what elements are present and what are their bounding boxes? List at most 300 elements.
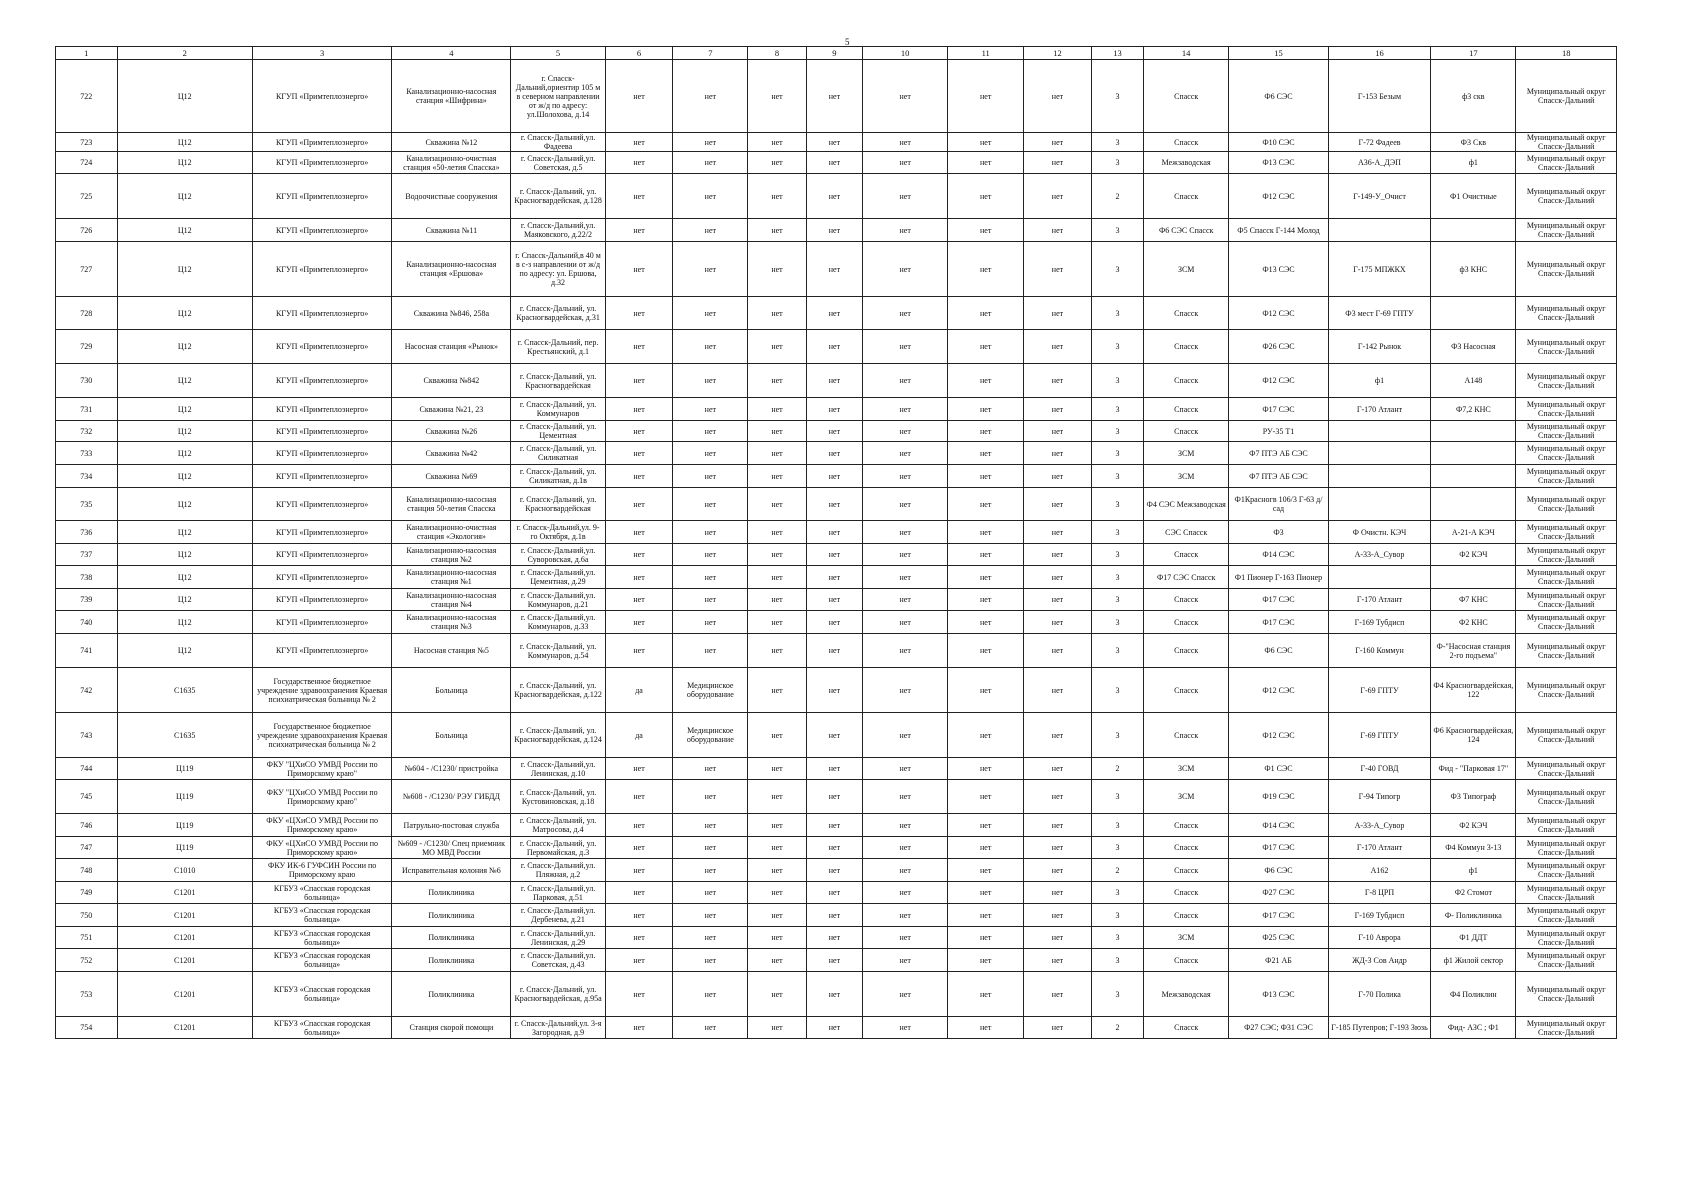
table-cell: нет: [863, 713, 948, 758]
table-cell: нет: [748, 152, 806, 174]
table-cell: нет: [673, 152, 748, 174]
table-cell: Ф-"Насосная станция 2-го подъема": [1431, 634, 1516, 668]
table-cell: нет: [748, 566, 806, 589]
table-cell: Ф14 СЭС: [1229, 814, 1328, 837]
table-cell: Ф7 КНС: [1431, 589, 1516, 611]
table-cell: нет: [605, 364, 673, 398]
table-cell: Скважина №69: [392, 465, 511, 488]
table-cell: нет: [948, 242, 1024, 297]
table-cell: нет: [748, 297, 806, 330]
table-cell: Г-142 Рынок: [1328, 330, 1431, 364]
table-cell: нет: [948, 882, 1024, 904]
table-cell: 3: [1091, 949, 1143, 972]
table-cell: нет: [605, 421, 673, 442]
table-cell: Ф3 Типограф: [1431, 780, 1516, 814]
table-cell: г. Спасск-Дальний, ул. Красногвардейская, д.95а: [511, 972, 605, 1017]
table-cell: нет: [863, 544, 948, 566]
table-cell: 3: [1091, 544, 1143, 566]
table-cell: КГУП «Примтеплоэнерго»: [252, 297, 391, 330]
table-cell: нет: [1024, 1017, 1092, 1039]
table-cell: г. Спасск-Дальний,ул. Цементная, д.29: [511, 566, 605, 589]
table-cell: Насосная станция «Рынок»: [392, 330, 511, 364]
table-cell: Скважина №11: [392, 219, 511, 242]
table-cell: нет: [605, 174, 673, 219]
table-cell: нет: [605, 133, 673, 152]
table-cell: Станция скорой помощи: [392, 1017, 511, 1039]
table-cell: нет: [863, 611, 948, 634]
table-row: [56, 1017, 1617, 1039]
table-cell: КГУП «Примтеплоэнерго»: [252, 398, 391, 421]
table-cell: нет: [948, 544, 1024, 566]
table-cell: Канализационно-насосная станция №2: [392, 544, 511, 566]
table-cell: г. Спасск-Дальний,ул. Ленинская, д.29: [511, 927, 605, 949]
header-cell: 8: [748, 47, 806, 60]
table-row: [56, 60, 1617, 133]
table-cell: Ц12: [117, 442, 252, 465]
table-cell: 3: [1091, 521, 1143, 544]
table-cell: ФКУ «ЦХиСО УМВД России по Приморскому краю»: [252, 837, 391, 859]
table-cell: 728: [56, 297, 118, 330]
table-cell: Ф25 СЭС: [1229, 927, 1328, 949]
table-cell: 734: [56, 465, 118, 488]
table-cell: Г-69 ГПТУ: [1328, 668, 1431, 713]
table-row: [56, 859, 1617, 882]
table-cell: нет: [806, 242, 862, 297]
table-cell: КГУП «Примтеплоэнерго»: [252, 488, 391, 521]
table-cell: нет: [806, 521, 862, 544]
table-cell: Ф1 СЭС: [1229, 758, 1328, 780]
table-cell: нет: [863, 330, 948, 364]
table-cell: Ф17 СЭС: [1229, 837, 1328, 859]
table-cell: нет: [748, 1017, 806, 1039]
table-cell: нет: [948, 904, 1024, 927]
table-cell: Муниципальный округ Спасск-Дальний: [1516, 589, 1617, 611]
table-cell: нет: [863, 904, 948, 927]
table-cell: Фид- АЗС ; Ф1: [1431, 1017, 1516, 1039]
table-cell: Муниципальный округ Спасск-Дальний: [1516, 421, 1617, 442]
table-cell: 3: [1091, 972, 1143, 1017]
table-cell: нет: [673, 133, 748, 152]
table-cell: нет: [863, 442, 948, 465]
table-row: [56, 758, 1617, 780]
table-cell: Спасск: [1144, 859, 1229, 882]
table-cell: нет: [605, 152, 673, 174]
header-cell: 11: [948, 47, 1024, 60]
table-cell: нет: [863, 668, 948, 713]
table-cell: нет: [748, 589, 806, 611]
table-cell: г. Спасск-Дальний,ул. Фадеева: [511, 133, 605, 152]
table-cell: Ф3 мест Г-69 ГПТУ: [1328, 297, 1431, 330]
table-cell: нет: [863, 421, 948, 442]
table-cell: нет: [748, 882, 806, 904]
table-cell: КГУП «Примтеплоэнерго»: [252, 174, 391, 219]
table-cell: Муниципальный округ Спасск-Дальний: [1516, 904, 1617, 927]
table-cell: нет: [863, 364, 948, 398]
table-cell: нет: [806, 398, 862, 421]
table-cell: г. Спасск-Дальний, ул. Цементная: [511, 421, 605, 442]
table-cell: нет: [748, 60, 806, 133]
table-cell: Ф17 СЭС: [1229, 398, 1328, 421]
table-row: [56, 904, 1617, 927]
table-cell: Муниципальный округ Спасск-Дальний: [1516, 972, 1617, 1017]
table-cell: нет: [948, 927, 1024, 949]
table-cell: нет: [1024, 927, 1092, 949]
table-cell: [1328, 465, 1431, 488]
table-cell: Канализационно-очистная станция «Экология»: [392, 521, 511, 544]
table-cell: Поликлиника: [392, 949, 511, 972]
table-cell: г. Спасск-Дальний,ул. 9-го Октября, д.1в: [511, 521, 605, 544]
table-cell: нет: [948, 589, 1024, 611]
table-cell: нет: [748, 330, 806, 364]
table-cell: Спасск: [1144, 544, 1229, 566]
table-cell: Ц12: [117, 611, 252, 634]
table-cell: Муниципальный округ Спасск-Дальний: [1516, 949, 1617, 972]
table-cell: Г-8 ЦРП: [1328, 882, 1431, 904]
table-cell: Муниципальный округ Спасск-Дальний: [1516, 837, 1617, 859]
table-cell: Муниципальный округ Спасск-Дальний: [1516, 60, 1617, 133]
table-cell: 748: [56, 859, 118, 882]
table-cell: КГУП «Примтеплоэнерго»: [252, 364, 391, 398]
table-cell: ЗСМ: [1144, 927, 1229, 949]
table-cell: нет: [1024, 566, 1092, 589]
table-cell: Спасск: [1144, 814, 1229, 837]
table-cell: нет: [748, 713, 806, 758]
table-cell: Патрульно-постовая служба: [392, 814, 511, 837]
table-cell: нет: [1024, 949, 1092, 972]
table-cell: нет: [863, 882, 948, 904]
table-cell: Муниципальный округ Спасск-Дальний: [1516, 133, 1617, 152]
table-cell: нет: [605, 297, 673, 330]
table-row: [56, 972, 1617, 1017]
table-cell: нет: [605, 972, 673, 1017]
table-cell: Ф2 КНС: [1431, 611, 1516, 634]
table-cell: №608 - /С1230/ РЭУ ГИБДД: [392, 780, 511, 814]
table-cell: нет: [1024, 174, 1092, 219]
table-cell: нет: [673, 566, 748, 589]
table-cell: г. Спасск-Дальний, ул. Красногвардейская, д.124: [511, 713, 605, 758]
table-cell: нет: [748, 488, 806, 521]
table-cell: нет: [673, 242, 748, 297]
table-cell: нет: [748, 544, 806, 566]
table-cell: Ф5 Спасск Г-144 Молод: [1229, 219, 1328, 242]
table-cell: Ц12: [117, 242, 252, 297]
table-cell: 735: [56, 488, 118, 521]
table-cell: 732: [56, 421, 118, 442]
table-cell: нет: [1024, 133, 1092, 152]
table-cell: г. Спасск-Дальний, ул. Красногвардейская, д.31: [511, 297, 605, 330]
table-cell: Ф27 СЭС: [1229, 882, 1328, 904]
table-row: [56, 634, 1617, 668]
table-cell: Муниципальный округ Спасск-Дальний: [1516, 713, 1617, 758]
table-cell: нет: [948, 398, 1024, 421]
table-cell: Ф- Поликлиника: [1431, 904, 1516, 927]
table-cell: С1201: [117, 927, 252, 949]
table-cell: Ф17 СЭС: [1229, 611, 1328, 634]
table-cell: Спасск: [1144, 1017, 1229, 1039]
table-cell: нет: [806, 927, 862, 949]
table-cell: нет: [673, 972, 748, 1017]
table-cell: Спасск: [1144, 713, 1229, 758]
table-cell: нет: [863, 837, 948, 859]
table-cell: [1328, 566, 1431, 589]
table-cell: нет: [1024, 780, 1092, 814]
table-cell: нет: [806, 758, 862, 780]
table-cell: 724: [56, 152, 118, 174]
table-cell: г. Спасск-Дальний, ул. Красногвардейская: [511, 488, 605, 521]
table-cell: Исправительная колония №6: [392, 859, 511, 882]
table-cell: нет: [748, 521, 806, 544]
table-cell: нет: [948, 133, 1024, 152]
table-cell: нет: [605, 488, 673, 521]
table-cell: 753: [56, 972, 118, 1017]
table-cell: [1431, 488, 1516, 521]
table-cell: Муниципальный округ Спасск-Дальний: [1516, 242, 1617, 297]
table-cell: нет: [605, 521, 673, 544]
table-cell: нет: [863, 133, 948, 152]
table-cell: Г-169 Тубдисп: [1328, 904, 1431, 927]
table-cell: нет: [605, 60, 673, 133]
table-cell: нет: [863, 589, 948, 611]
header-cell: 14: [1144, 47, 1229, 60]
table-cell: [1431, 566, 1516, 589]
table-cell: [1431, 465, 1516, 488]
table-cell: КГУП «Примтеплоэнерго»: [252, 611, 391, 634]
table-cell: Скважина №21, 23: [392, 398, 511, 421]
table-cell: КГУП «Примтеплоэнерго»: [252, 465, 391, 488]
table-cell: нет: [806, 882, 862, 904]
table-cell: Муниципальный округ Спасск-Дальний: [1516, 927, 1617, 949]
table-cell: нет: [948, 442, 1024, 465]
table-cell: Г-169 Тубдисп: [1328, 611, 1431, 634]
table-cell: нет: [1024, 882, 1092, 904]
table-cell: Г-70 Полика: [1328, 972, 1431, 1017]
table-cell: Ф12 СЭС: [1229, 364, 1328, 398]
table-cell: нет: [605, 398, 673, 421]
table-cell: Водоочистные сооружения: [392, 174, 511, 219]
table-cell: №604 - /С1230/ пристройка: [392, 758, 511, 780]
table-cell: Канализационно-насосная станция «Шифрина»: [392, 60, 511, 133]
table-cell: нет: [863, 242, 948, 297]
table-cell: Ф3: [1229, 521, 1328, 544]
table-cell: ЗСМ: [1144, 242, 1229, 297]
table-cell: 3: [1091, 398, 1143, 421]
table-cell: нет: [806, 949, 862, 972]
table-cell: Ф1 ДДТ: [1431, 927, 1516, 949]
table-row: [56, 589, 1617, 611]
table-cell: 725: [56, 174, 118, 219]
table-row: [56, 421, 1617, 442]
table-cell: Ф6 СЭС: [1229, 634, 1328, 668]
table-cell: Ц12: [117, 152, 252, 174]
table-cell: нет: [605, 859, 673, 882]
table-cell: нет: [605, 219, 673, 242]
table-cell: Ф6 СЭС: [1229, 859, 1328, 882]
table-cell: 3: [1091, 713, 1143, 758]
table-cell: А-33-А_Сувор: [1328, 544, 1431, 566]
table-cell: С1201: [117, 904, 252, 927]
table-cell: Ф19 СЭС: [1229, 780, 1328, 814]
table-cell: нет: [806, 465, 862, 488]
table-cell: нет: [806, 297, 862, 330]
table-cell: С1635: [117, 713, 252, 758]
table-cell: Ф4 Красногвардейская, 122: [1431, 668, 1516, 713]
table-cell: КГУП «Примтеплоэнерго»: [252, 589, 391, 611]
table-cell: КГУП «Примтеплоэнерго»: [252, 421, 391, 442]
table-cell: нет: [1024, 219, 1092, 242]
table-row: [56, 242, 1617, 297]
page-mark: 5: [845, 37, 850, 47]
table-cell: 3: [1091, 152, 1143, 174]
table-cell: Спасск: [1144, 398, 1229, 421]
table-cell: 747: [56, 837, 118, 859]
table-cell: нет: [948, 668, 1024, 713]
table-cell: Муниципальный округ Спасск-Дальний: [1516, 364, 1617, 398]
table-cell: Ф13 СЭС: [1229, 242, 1328, 297]
table-cell: Г-170 Атлант: [1328, 398, 1431, 421]
header-cell: 9: [806, 47, 862, 60]
table-cell: Ф4 Коммун 3-13: [1431, 837, 1516, 859]
table-cell: Муниципальный округ Спасск-Дальний: [1516, 611, 1617, 634]
table-cell: Ц119: [117, 837, 252, 859]
table-cell: ф1: [1328, 364, 1431, 398]
table-cell: нет: [863, 521, 948, 544]
table-cell: Муниципальный округ Спасск-Дальний: [1516, 668, 1617, 713]
table-cell: А-33-А_Сувор: [1328, 814, 1431, 837]
table-cell: Ц12: [117, 174, 252, 219]
table-cell: нет: [1024, 668, 1092, 713]
table-cell: Ф7,2 КНС: [1431, 398, 1516, 421]
table-cell: нет: [605, 949, 673, 972]
table-cell: нет: [948, 758, 1024, 780]
table-cell: нет: [673, 398, 748, 421]
table-cell: нет: [605, 566, 673, 589]
table-cell: Ц119: [117, 758, 252, 780]
table-cell: нет: [1024, 421, 1092, 442]
table-cell: нет: [948, 837, 1024, 859]
table-cell: Ц12: [117, 421, 252, 442]
table-cell: нет: [806, 668, 862, 713]
table-cell: 752: [56, 949, 118, 972]
table-cell: Ц12: [117, 566, 252, 589]
table-cell: нет: [806, 544, 862, 566]
table-cell: г. Спасск-Дальний,ул. Коммунаров, д.21: [511, 589, 605, 611]
table-cell: Ц12: [117, 544, 252, 566]
table-cell: Спасск: [1144, 634, 1229, 668]
table-cell: Ц12: [117, 133, 252, 152]
table-cell: нет: [748, 133, 806, 152]
table-cell: г. Спасск-Дальний, ул. Первомайская, д.3: [511, 837, 605, 859]
table-cell: нет: [1024, 488, 1092, 521]
table-cell: 749: [56, 882, 118, 904]
table-cell: Спасск: [1144, 611, 1229, 634]
table-cell: 3: [1091, 364, 1143, 398]
table-cell: Г-175 МПЖКХ: [1328, 242, 1431, 297]
table-cell: 3: [1091, 634, 1143, 668]
table-cell: нет: [1024, 837, 1092, 859]
table-cell: нет: [863, 219, 948, 242]
table-cell: КГУП «Примтеплоэнерго»: [252, 60, 391, 133]
header-cell: 18: [1516, 47, 1617, 60]
table-cell: нет: [673, 544, 748, 566]
table-cell: нет: [948, 364, 1024, 398]
table-cell: Спасск: [1144, 297, 1229, 330]
table-cell: Ф2 КЭЧ: [1431, 814, 1516, 837]
table-row: [56, 330, 1617, 364]
table-cell: 741: [56, 634, 118, 668]
table-cell: Муниципальный округ Спасск-Дальний: [1516, 544, 1617, 566]
table-cell: 3: [1091, 927, 1143, 949]
table-cell: Муниципальный округ Спасск-Дальний: [1516, 566, 1617, 589]
table-cell: нет: [863, 972, 948, 1017]
table-cell: нет: [948, 421, 1024, 442]
table-cell: нет: [673, 174, 748, 219]
table-cell: Ф2 КЭЧ: [1431, 544, 1516, 566]
table-row: [56, 174, 1617, 219]
table-cell: Межзаводская: [1144, 152, 1229, 174]
table-cell: нет: [948, 780, 1024, 814]
table-cell: ф1 Жилой сектор: [1431, 949, 1516, 972]
table-cell: г. Спасск-Дальний,ул. Советская, д.5: [511, 152, 605, 174]
table-cell: Муниципальный округ Спасск-Дальний: [1516, 780, 1617, 814]
table-cell: [1328, 421, 1431, 442]
register-table-container: [55, 46, 1617, 1039]
table-cell: нет: [748, 421, 806, 442]
table-cell: нет: [748, 972, 806, 1017]
table-cell: нет: [863, 758, 948, 780]
table-cell: нет: [863, 566, 948, 589]
table-cell: 3: [1091, 488, 1143, 521]
table-cell: 730: [56, 364, 118, 398]
table-cell: нет: [673, 297, 748, 330]
table-cell: нет: [1024, 972, 1092, 1017]
table-cell: нет: [948, 566, 1024, 589]
table-cell: [1431, 219, 1516, 242]
table-cell: нет: [948, 465, 1024, 488]
table-cell: С1010: [117, 859, 252, 882]
table-cell: нет: [806, 60, 862, 133]
table-cell: нет: [673, 780, 748, 814]
table-cell: нет: [748, 442, 806, 465]
table-cell: Спасск: [1144, 904, 1229, 927]
table-cell: 744: [56, 758, 118, 780]
header-cell: 16: [1328, 47, 1431, 60]
table-cell: Ц119: [117, 814, 252, 837]
table-cell: ФКУ "ЦХиСО УМВД России по Приморскому краю": [252, 780, 391, 814]
table-cell: нет: [1024, 297, 1092, 330]
table-cell: Г-185 Путепров; Г-193 Зюзь: [1328, 1017, 1431, 1039]
table-cell: нет: [673, 927, 748, 949]
table-cell: нет: [1024, 713, 1092, 758]
table-cell: 3: [1091, 465, 1143, 488]
table-cell: нет: [673, 949, 748, 972]
table-cell: нет: [806, 174, 862, 219]
table-cell: Ф4 СЭС Межзаводская: [1144, 488, 1229, 521]
table-cell: РУ-35 Т1: [1229, 421, 1328, 442]
table-cell: КГУП «Примтеплоэнерго»: [252, 634, 391, 668]
table-cell: нет: [605, 927, 673, 949]
table-cell: Ф26 СЭС: [1229, 330, 1328, 364]
table-cell: нет: [605, 814, 673, 837]
table-cell: нет: [806, 589, 862, 611]
table-cell: нет: [673, 442, 748, 465]
table-row: [56, 780, 1617, 814]
table-cell: нет: [948, 60, 1024, 133]
table-cell: Г-170 Атлант: [1328, 837, 1431, 859]
table-row: [56, 465, 1617, 488]
table-cell: нет: [1024, 611, 1092, 634]
table-cell: нет: [806, 713, 862, 758]
table-cell: Ф17 СЭС: [1229, 904, 1328, 927]
